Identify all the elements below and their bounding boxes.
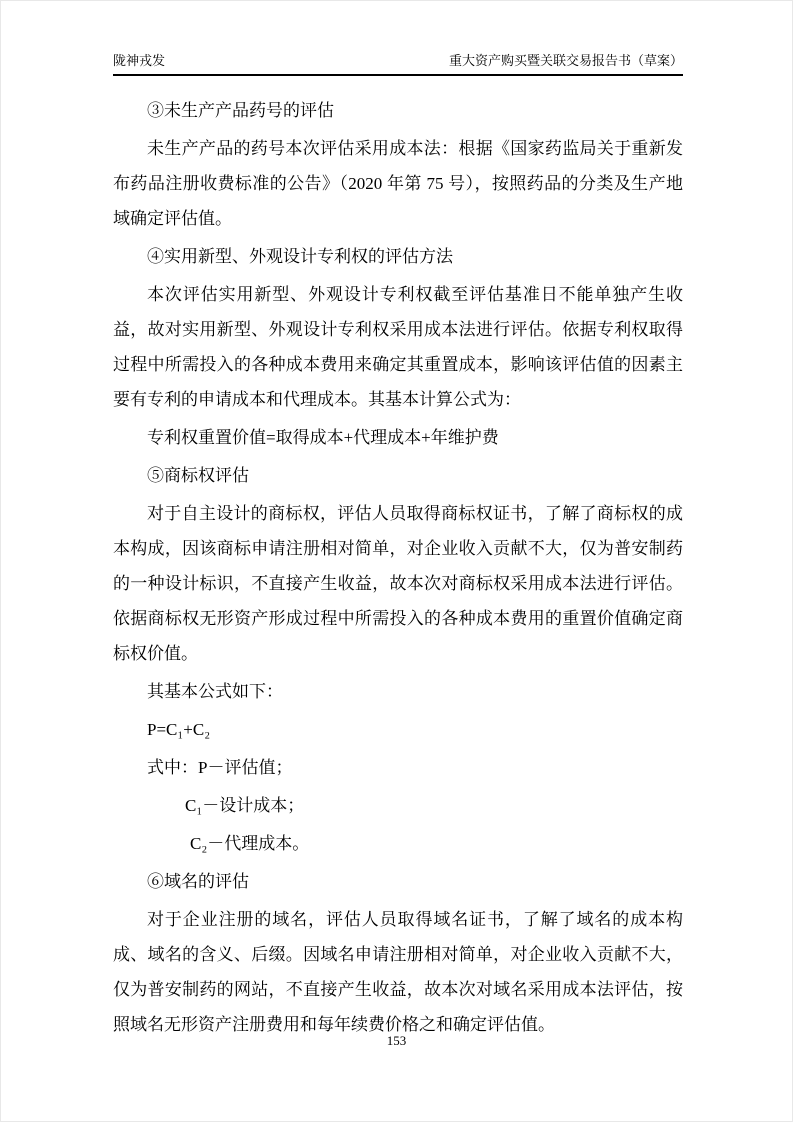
header-company-name: 陇神戎发	[113, 53, 166, 68]
paragraph-domain-name-eval: 对于企业注册的域名，评估人员取得域名证书，了解了域名的成本构成、域名的含义、后缀。因域名申请注册相对简单，对企业收入贡献不大，仅为普安制药的网站，不直接产生收益，故本次对域名采用成本法评估，按照域名无形资产注册费用和每年续费价格之和确定评估值。	[113, 910, 683, 1034]
formula-patent-replacement-value: 专利权重置价值=取得成本+代理成本+年维护费	[147, 428, 499, 447]
paragraph-trademark-eval: 对于自主设计的商标权，评估人员取得商标权证书，了解了商标权的成本构成，因该商标申请注册相对简单，对企业收入贡献不大，仅为普安制药的一种设计标识，不直接产生收益，故本次对商标权采用成本法进行评估。依据商标权无形资产形成过程中所需投入的各种成本费用的重置价值确定商标权价值。	[113, 504, 683, 663]
formula-c1-definition: C₁－设计成本；	[185, 796, 305, 815]
heading-unproduced-drug-license-eval: ③未生产产品药号的评估	[147, 101, 334, 120]
formula-intro-text: 其基本公式如下：	[147, 682, 283, 701]
formula-where-p-definition: 式中：P－评估值；	[147, 758, 293, 777]
header-report-title: 重大资产购买暨关联交易报告书（草案）	[448, 53, 683, 68]
heading-patent-eval-method: ④实用新型、外观设计专利权的评估方法	[147, 247, 453, 266]
paragraph-patent-eval: 本次评估实用新型、外观设计专利权截至评估基准日不能单独产生收益，故对实用新型、外观设计专利权采用成本法进行评估。依据专利权取得过程中所需投入的各种成本费用来确定其重置成本，影响该评估值的因素主要有专利的申请成本和代理成本。其基本计算公式为：	[113, 285, 683, 409]
paragraph-drug-license-eval: 未生产产品的药号本次评估采用成本法：根据《国家药监局关于重新发布药品注册收费标准的公告》（2020 年第 75 号），按照药品的分类及生产地域确定评估值。	[113, 139, 683, 228]
page-header	[113, 52, 683, 76]
document-body	[113, 90, 683, 1045]
heading-domain-name-eval: ⑥域名的评估	[147, 872, 249, 891]
formula-trademark-value: P=C₁+C₂	[147, 720, 211, 739]
page-number: 153	[386, 1033, 407, 1048]
page-footer	[0, 1032, 793, 1050]
formula-c2-definition: C₂－代理成本。	[190, 834, 310, 853]
heading-trademark-eval: ⑤商标权评估	[147, 466, 249, 485]
